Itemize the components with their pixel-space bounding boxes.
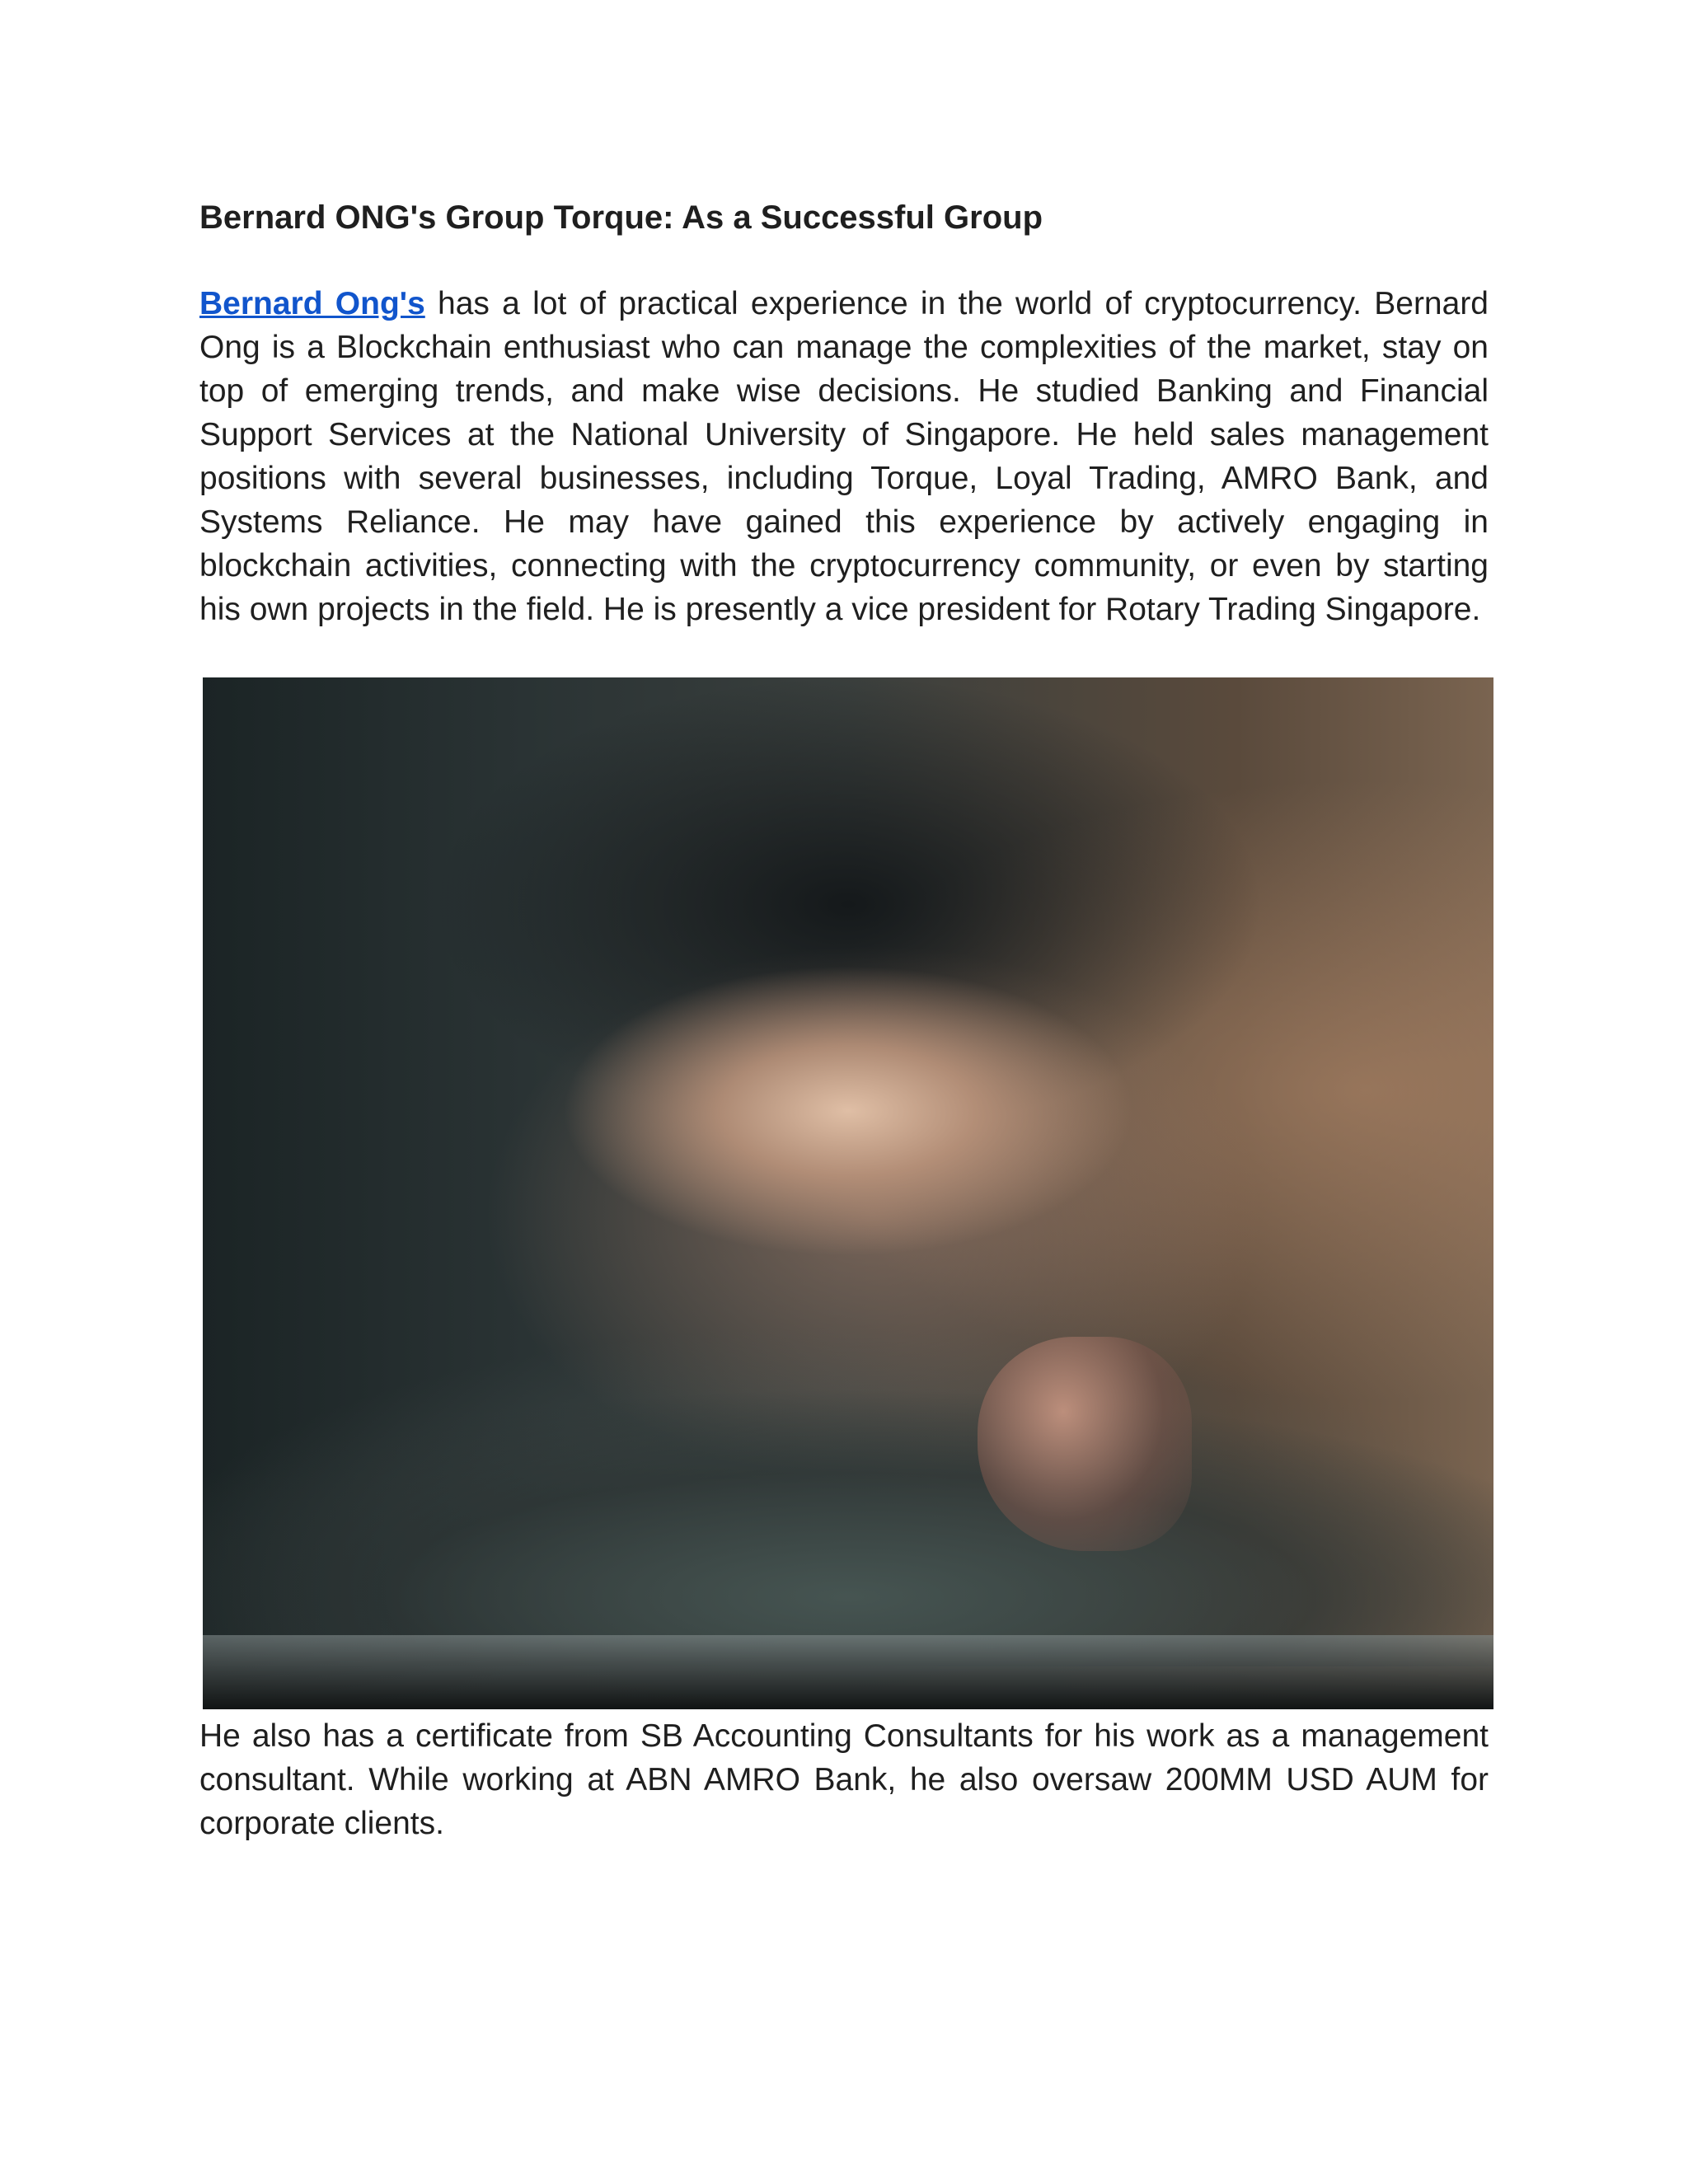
document-page	[199, 194, 1489, 1845]
bernard-ong-link[interactable]: Bernard Ong's	[199, 286, 425, 321]
closing-paragraph: He also has a certificate from SB Accounting Consultants for his work as a management consultant. While working at ABN AMRO Bank, he also oversaw 200MM USD AUM for corporate clients.	[199, 1718, 1489, 1841]
intro-paragraph	[199, 282, 1489, 631]
intro-text: has a lot of practical experience in the world of cryptocurrency. Bernard Ong is a Blockchain enthusiast who can manage the complexities of the market, stay on top of emerging trends, and make wise decisions. He studied Banking and Financial Support Services at the National University of Singapore. He held sales management positions with several businesses, including Torque, Loyal Trading, AMRO Bank, and Systems Reliance. He may have gained this experience by actively engaging in blockchain activities, connecting with the cryptocurrency community, or even by starting his own projects in the field. He is presently a vice president for Rotary Trading Singapore.	[199, 286, 1489, 627]
photo-hand-shading	[978, 1337, 1192, 1551]
photo-jacket-shading	[203, 1320, 1493, 1666]
photo-foreground	[203, 1635, 1493, 1709]
page-title: Bernard ONG's Group Torque: As a Successful Group	[199, 199, 1043, 236]
portrait-photo	[203, 677, 1493, 1709]
